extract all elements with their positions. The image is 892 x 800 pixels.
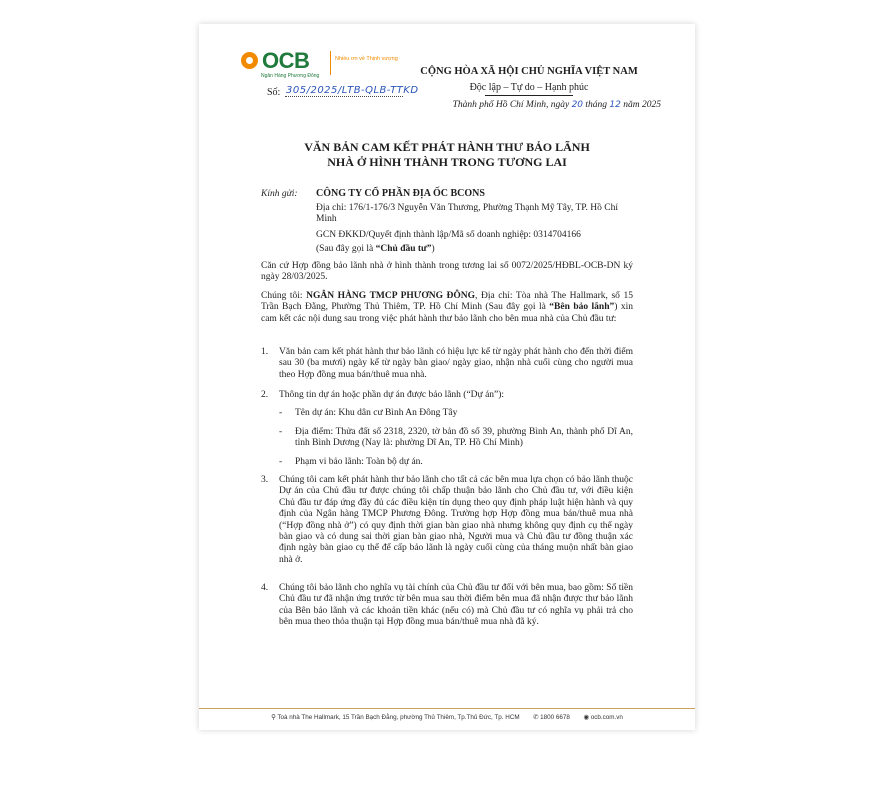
logo-subtitle: Ngân Hàng Phương Đông (261, 73, 320, 79)
sub-list-item (279, 408, 633, 419)
item-text: Chúng tôi cam kết phát hành thư bảo lãnh cho tất cả các bên mua lựa chọn có bảo lãnh thuộc Dự án của Chủ đầu tư được chúng tôi chấp thuận bảo lãnh cho Chủ đầu tư, với điều kiện Chủ đầu tư đáp ứng đầy đủ các điều kiện tín dụng theo quy định pháp luật hiện hành và quy định của Ngân hàng TMCP Phương Đông. Trường hợp Hợp đồng mua bán/thuê mua nhà (“Hợp đồng nhà ở”) có quy định thời gian bàn giao nhà nhưng không quy định cụ thể ngày bàn giao và có dung sai thời gian bàn giao nhà, Người mua và Chủ đầu tư đồng thuận xác định ngày bàn giao cụ thể để cấp bảo lãnh là ngày cuối cùng của tháng muộn nhất bàn giao nhà ở. (279, 475, 633, 565)
recipient-registration: GCN ĐKKD/Quyết định thành lập/Mã số doanh nghiệp: 0314704166 (316, 230, 581, 240)
alias-prefix: (Sau đây gọi là (316, 244, 376, 254)
ocb-logo-icon (241, 52, 258, 69)
recipient-company: CÔNG TY CỔ PHẦN ĐỊA ỐC BCONS (316, 188, 485, 199)
date-day: 20 (571, 100, 584, 110)
bank-address: , Địa chỉ: Tòa nhà The Hallmark, số 15 Trần Bạch Đằng, Phường Thủ Thiêm, TP. Hồ Chí Minh (Sau đây gọi là (261, 291, 633, 313)
alias-suffix: ) (431, 244, 435, 254)
item-number: 3. (261, 475, 269, 485)
footer-phone: 1800 6678 (540, 714, 570, 721)
list-item (261, 347, 633, 381)
list-item (261, 390, 633, 401)
footer-web: ocb.com.vn (590, 714, 623, 721)
logo-divider (330, 51, 331, 75)
footer-divider (199, 708, 695, 709)
item-number: 4. (261, 583, 269, 593)
footer (199, 714, 695, 721)
sub-item-text: Địa điểm: Thửa đất số 2318, 2320, tờ bản đồ số 39, phường Bình An, thành phố Dĩ An, tỉnh Bình Dương (Nay là: phường Dĩ An, TP. Hồ Chí Minh) (295, 427, 633, 449)
sub-item-dash: - (279, 457, 283, 467)
national-heading: CỘNG HÒA XÃ HỘI CHỦ NGHĨA VIỆT NAM (420, 66, 638, 77)
doc-number-underline (285, 96, 403, 97)
list-item (261, 583, 633, 629)
recipient-alias (316, 244, 435, 254)
sub-list-item (279, 457, 633, 468)
list-item (261, 475, 633, 566)
bank-name: NGÂN HÀNG TMCP PHƯƠNG ĐÔNG (306, 291, 476, 301)
document-date (421, 100, 661, 110)
sub-item-text: Tên dự án: Khu dân cư Bình An Đông Tây (295, 408, 458, 418)
globe-icon: ◉ (583, 714, 589, 721)
doc-number-value: 305/2025/LTB-QLB-TTKD (286, 85, 419, 96)
date-mid: tháng (585, 100, 608, 110)
we-prefix: Chúng tôi: (261, 291, 307, 301)
item-text: Văn bản cam kết phát hành thư bảo lãnh có hiệu lực kể từ ngày phát hành cho đến thời điểm sau 30 (ba mươi) ngày kể từ ngày bàn giao/ ngày giao, nhận nhà cuối cùng cho người mua theo Hợp đồng mua bán/thuê mua nhà. (279, 347, 633, 380)
location-pin-icon: ⚲ (271, 714, 276, 721)
footer-address: Toà nhà The Hallmark, 15 Trần Bạch Đằng, phường Thủ Thiêm, Tp.Thủ Đức, Tp. HCM (277, 714, 520, 721)
bank-tail: ) xin cam kết các nội dung sau trong việc phát hành thư bảo lãnh cho bên mua nhà của Chủ đầu tư: (261, 302, 633, 324)
item-number: 2. (261, 390, 269, 400)
item-text: Chúng tôi bảo lãnh cho nghĩa vụ tài chính của Chủ đầu tư đối với bên mua, bao gồm: Số tiền Chủ đầu tư đã nhận ứng trước từ bên mua sau thời điểm bên mua đã nhận được thư bảo lãnh của Bên bảo lãnh và các khoản tiền khác (nếu có) mà Chủ đầu tư có nghĩa vụ phải trả cho bên mua theo thỏa thuận tại Hợp đồng mua bán/thuê mua nhà đã ký. (279, 583, 633, 628)
alias-bold: “Chủ đầu tư” (375, 244, 432, 254)
recipient-address: Địa chỉ: 176/1-176/3 Nguyễn Văn Thương, Phường Thạnh Mỹ Tây, TP. Hồ Chí Minh (316, 203, 618, 225)
basis-paragraph: Căn cứ Hợp đồng bảo lãnh nhà ở hình thành trong tương lai số 0072/2025/HĐBL-OCB-DN ký ngày 28/03/2025. (261, 261, 633, 283)
date-prefix: Thành phố Hồ Chí Minh, ngày (452, 100, 570, 110)
item-text: Thông tin dự án hoặc phần dự án được bảo lãnh (“Dự án”): (279, 390, 505, 400)
phone-icon: ✆ (533, 714, 539, 721)
motto-underline (485, 95, 573, 96)
doc-number-label: Số: (267, 87, 281, 98)
title-line-1: VĂN BẢN CAM KẾT PHÁT HÀNH THƯ BẢO LÃNH (304, 140, 590, 154)
logo-text: OCB (262, 48, 310, 73)
sub-item-text: Phạm vi bảo lãnh: Toàn bộ dự án. (295, 457, 423, 467)
bank-alias: “Bên bảo lãnh” (549, 302, 615, 313)
sub-item-dash: - (279, 427, 283, 437)
slogan: Nhiều ơn về Thịnh vượng (335, 56, 398, 62)
recipient-label: Kính gửi: (261, 189, 298, 199)
date-month: 12 (609, 100, 621, 110)
sub-item-dash: - (279, 408, 283, 418)
sub-list-item (279, 427, 633, 450)
bank-paragraph (261, 291, 633, 325)
date-suffix: năm 2025 (623, 100, 661, 110)
item-number: 1. (261, 347, 269, 357)
title-line-2: NHÀ Ở HÌNH THÀNH TRONG TƯƠNG LAI (327, 155, 567, 169)
document-title (259, 140, 635, 170)
national-motto: Độc lập – Tự do – Hạnh phúc (469, 82, 589, 93)
document-page (199, 24, 695, 730)
